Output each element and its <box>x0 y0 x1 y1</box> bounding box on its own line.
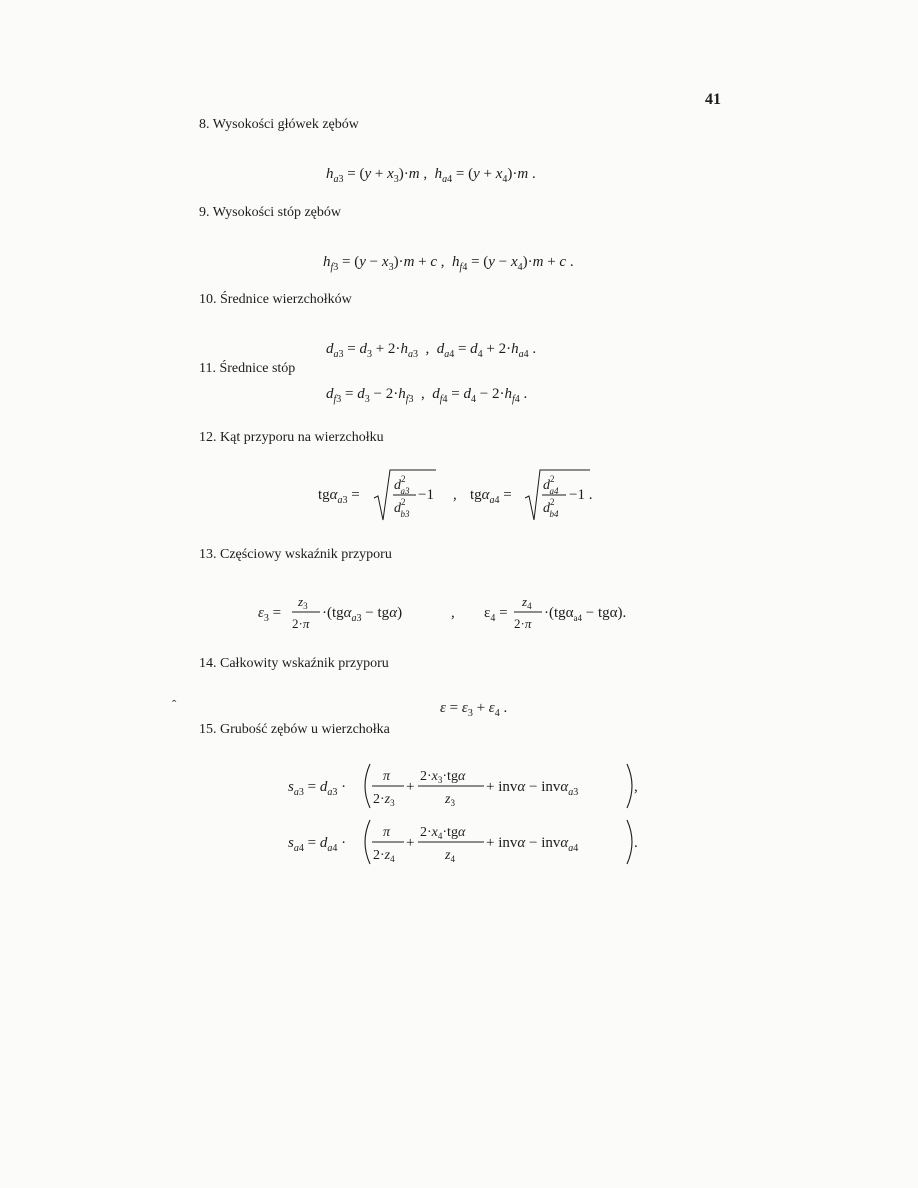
svg-text:2·π: 2·π <box>292 616 310 631</box>
svg-text:hf3 = (y − x3)·m + c , hf4 =: $h_f3 = (y - x_3)\cdot m + c$ , $h_f4 = (y - x_4)\cdot m + c$ . <box>323 254 574 273</box>
formula-12 <box>318 462 618 526</box>
section-heading-11: 11. Średnice stóp <box>199 361 296 376</box>
svg-text:z3: $z_3$ <box>445 792 455 808</box>
svg-text:sa3 = da3 ·: $s_a3 = d_a3$ · <box>288 779 347 798</box>
svg-text:d2b4: $d^2$ b4 <box>543 497 559 519</box>
svg-text:2·z3: $2\cdot z_3$ <box>373 792 395 808</box>
svg-text:tgαa4 =: tgα$_a$4 = <box>470 487 512 506</box>
section-heading-13: 13. Częściowy wskaźnik przyporu <box>199 547 392 562</box>
svg-text:ε = ε3 + ε4 .: $\varepsilon = \varepsilon_3 + \varepsilon_4$ . <box>440 700 508 719</box>
svg-text:+: + <box>406 835 415 851</box>
svg-text:d2a3: $d^2$ a3 <box>394 474 410 496</box>
formula-11 <box>326 378 626 408</box>
svg-text:ha3 = (y + x3)·m , ha4 = (y +: $h_a3 = (y + x_3)\cdot m$ , $h_a4 = (y + x_4)\cdot m$ . <box>326 166 536 185</box>
svg-text:z4: $z_4$ <box>522 594 532 611</box>
svg-text:·(tgαa4 − tgα).: ·(tgα$_{a4}$ − tgα). <box>544 605 627 623</box>
svg-text:+ invα − invαa3: + invα − invα$_a$3 <box>486 779 579 798</box>
svg-text:tgαa3 =: tgα$_a$3 = <box>318 487 360 506</box>
svg-text:ε3 =: $\varepsilon_3$ = <box>258 605 282 624</box>
svg-text:sa4 = da4 ·: $s_a4 = d_a4$ · <box>288 835 347 854</box>
svg-text:,: , <box>451 605 455 621</box>
section-heading-10: 10. Średnice wierzchołków <box>199 292 352 307</box>
svg-text:z4: $z_4$ <box>445 848 455 864</box>
svg-text:π: π <box>383 769 391 784</box>
formula-8 <box>326 158 646 188</box>
formula-13 <box>258 588 638 638</box>
svg-text:ε4 =: $\varepsilon_4$ = <box>484 605 508 624</box>
svg-text:df3 = d3 − 2·hf3 , df4 = d4: $d_f3 = d_3 - 2\cdot h_f3$ , $d_f4 = d_4 - 2\cdot h_f4$ . <box>326 386 528 405</box>
svg-text:d2a4: $d^2$ a4 <box>543 474 559 496</box>
svg-text:d2b3: $d^2$ b3 <box>394 497 410 519</box>
svg-text:−1: −1 <box>418 487 434 503</box>
margin-mark: ˆ <box>172 697 177 712</box>
section-heading-12: 12. Kąt przyporu na wierzchołku <box>199 430 384 445</box>
page-number: 41 <box>705 91 721 108</box>
svg-text:+: + <box>406 779 415 795</box>
svg-text:+ invα − invαa4: + invα − invα$_a$4 <box>486 835 579 854</box>
svg-text:2·x4·tgα: $2\cdot x_4\cdot tg\alpha$ <box>420 825 466 841</box>
section-heading-14: 14. Całkowity wskaźnik przyporu <box>199 656 389 671</box>
svg-text:2·π: 2·π <box>514 616 532 631</box>
svg-text:π: π <box>383 825 391 840</box>
svg-text:·(tgαa3 − tgα): ·(tgα$_a$3 − tgα) <box>322 605 403 624</box>
section-heading-8: 8. Wysokości główek zębów <box>199 117 359 132</box>
section-heading-15: 15. Grubość zębów u wierzchołka <box>199 722 390 737</box>
svg-text:2·x3·tgα: $2\cdot x_3\cdot tg\alpha$ <box>420 769 466 785</box>
svg-text:−1 .: −1 . <box>569 487 593 503</box>
svg-text:.: . <box>634 835 638 851</box>
section-heading-9: 9. Wysokości stóp zębów <box>199 205 341 220</box>
svg-text:2·z4: $2\cdot z_4$ <box>373 848 395 864</box>
svg-text:,: , <box>634 779 638 795</box>
formula-15b <box>288 814 648 870</box>
formula-14 <box>440 694 560 720</box>
formula-10 <box>326 333 626 363</box>
svg-text:,: , <box>453 487 457 503</box>
svg-text:z3: $z_3$ <box>298 594 308 611</box>
formula-15a <box>288 758 648 814</box>
formula-9 <box>323 246 653 276</box>
svg-text:da3 = d3 + 2·ha3 , da4 = d4: $d_a3 = d_3 + 2\cdot h_a3$ , $d_a4 = d_4 + 2\cdot h_a4$ . <box>326 341 537 360</box>
